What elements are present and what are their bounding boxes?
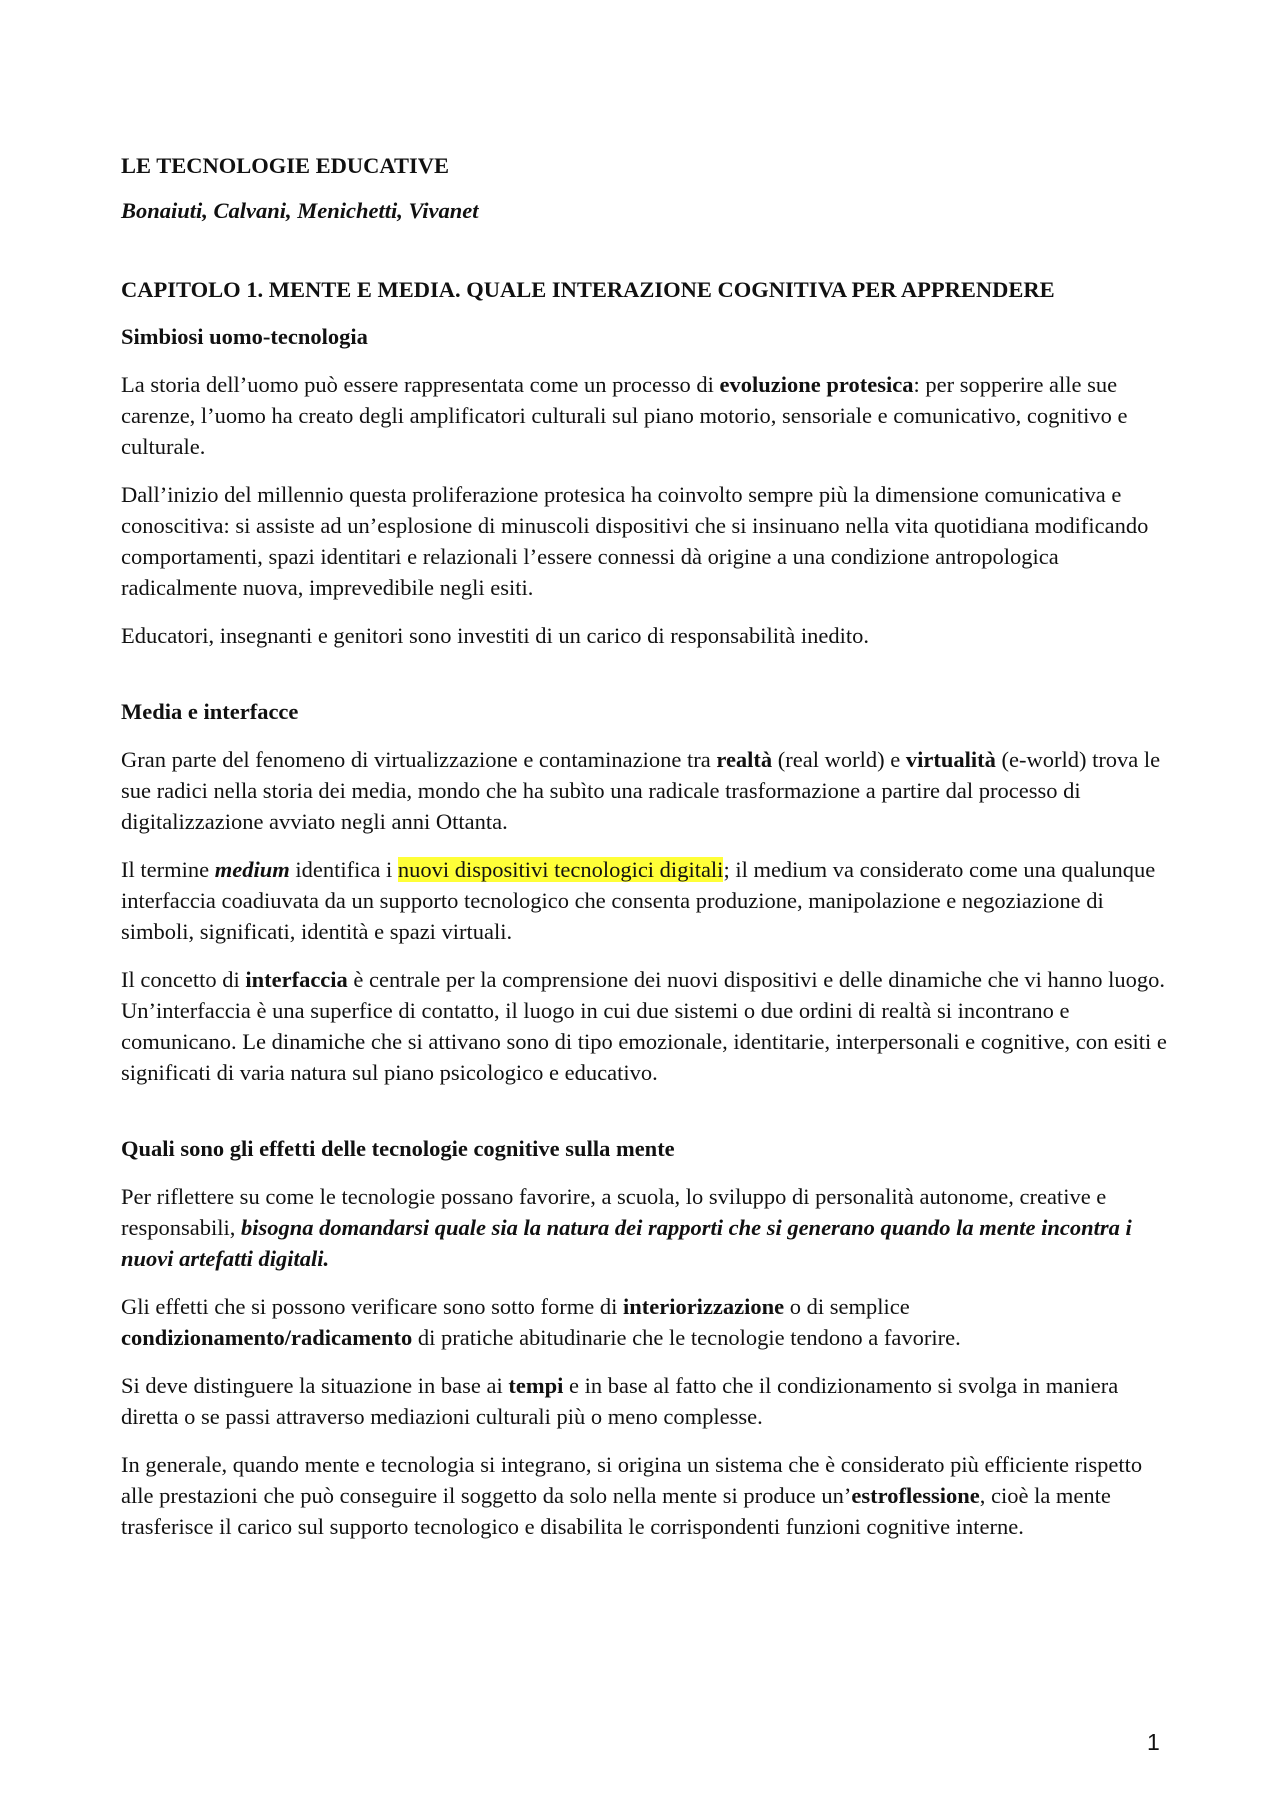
paragraph: Il concetto di interfaccia è centrale per la comprensione dei nuovi dispositivi e delle dinamiche che vi hanno luogo. Un’interfaccia è una superfice di contatto, il luogo in cui due sistemi o due ordini di realtà si incontrano e comunicano. Le dinamiche che si attivano sono di tipo emozionale, identitarie, interpersonali e cognitive, con esiti e significati di varia natura sul piano psicologico e educativo. [121,967,1167,1085]
paragraph: Educatori, insegnanti e genitori sono investiti di un carico di responsabilità inedito. [121,623,869,648]
paragraph: Gran parte del fenomeno di virtualizzazione e contaminazione tra realtà (real world) e virtualità (e-world) trova le sue radici nella storia dei media, mondo che ha subìto una radicale trasformazione a partire dal processo di digitalizzazione avviato negli anni Ottanta. [121,747,1161,834]
paragraph: In generale, quando mente e tecnologia si integrano, si origina un sistema che è considerato più efficiente rispetto alle prestazioni che può conseguire il soggetto da solo nella mente si produce un’estroflessione, cioè la mente trasferisce il carico sul supporto tecnologico e disabilita le corrispondenti funzioni cognitive interne. [121,1452,1143,1539]
paragraph: Gli effetti che si possono verificare sono sotto forme di interiorizzazione o di semplice condizionamento/radicamento di pratiche abitudinarie che le tecnologie tendono a favorire. [121,1294,961,1350]
section-heading-media: Media e interfacce [121,699,299,724]
document-body [121,150,1171,1559]
chapter-heading: CAPITOLO 1. MENTE E MEDIA. QUALE INTERAZIONE COGNITIVA PER APPRENDERE [121,277,1055,302]
document-title: LE TECNOLOGIE EDUCATIVE [121,153,449,178]
section-heading-effetti: Quali sono gli effetti delle tecnologie cognitive sulla mente [121,1136,675,1161]
document-authors: Bonaiuti, Calvani, Menichetti, Vivanet [121,198,479,223]
paragraph: Si deve distinguere la situazione in base ai tempi e in base al fatto che il condizionamento si svolga in maniera diretta o se passi attraverso mediazioni culturali più o meno complesse. [121,1373,1119,1429]
paragraph: Per riflettere su come le tecnologie possano favorire, a scuola, lo sviluppo di personalità autonome, creative e responsabili, bisogna domandarsi quale sia la natura dei rapporti che si generano quando la mente incontra i nuovi artefatti digitali. [121,1184,1132,1271]
highlighted-text: nuovi dispositivi tecnologici digitali [397,857,724,882]
paragraph: Dall’inizio del millennio questa proliferazione protesica ha coinvolto sempre più la dimensione comunicativa e conoscitiva: si assiste ad un’esplosione di minuscoli dispositivi che si insinuano nella vita quotidiana modificando comportamenti, spazi identitari e relazionali l’essere connessi dà origine a una condizione antropologica radicalmente nuova, imprevedibile negli esiti. [121,482,1149,600]
paragraph: La storia dell’uomo può essere rappresentata come un processo di evoluzione protesica: per sopperire alle sue carenze, l’uomo ha creato degli amplificatori culturali sul piano motorio, sensoriale e comunicativo, cognitivo e culturale. [121,372,1128,459]
paragraph: Il termine medium identifica i nuovi dispositivi tecnologici digitali; il medium va considerato come una qualunque interfaccia coadiuvata da un supporto tecnologico che consenta produzione, manipolazione e negoziazione di simboli, significati, identità e spazi virtuali. [121,857,1156,944]
page-number: 1 [1147,1729,1160,1755]
section-heading-simbiosi: Simbiosi uomo-tecnologia [121,324,368,349]
